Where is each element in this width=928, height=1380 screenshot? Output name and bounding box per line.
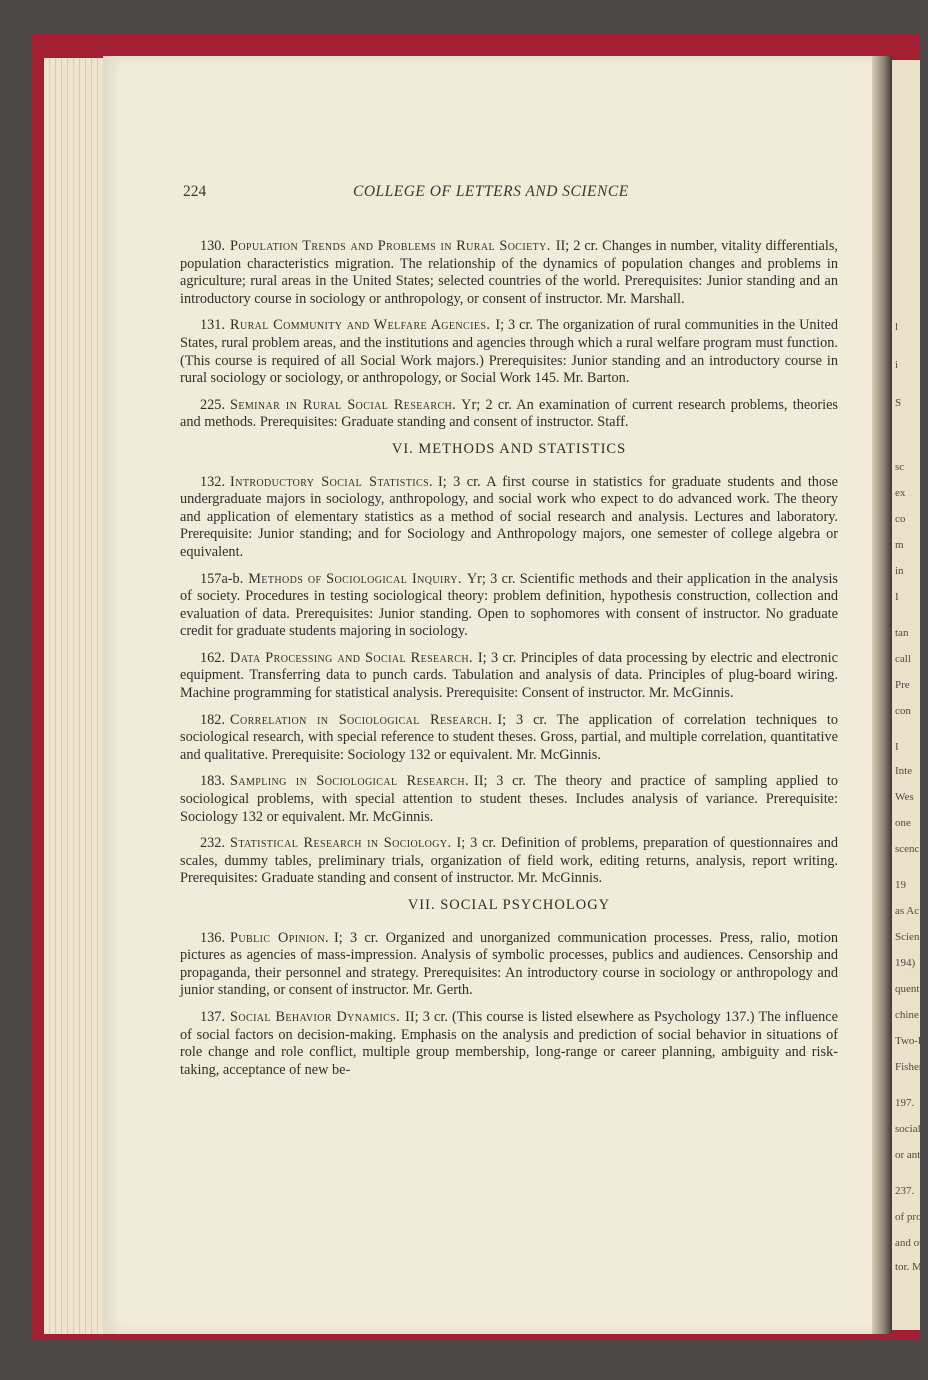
facing-page-fragment: [892, 60, 928, 1330]
facing-page-text: sc: [895, 461, 905, 473]
course-title: Sampling in Sociological Research.: [230, 773, 469, 790]
page-header: [183, 183, 666, 203]
course-description: II; 2 cr. Changes in number, vitality differentials, population characteristics migration. The relationship of the dynamics of population changes and problems in agriculture; rural areas in the United States; selected countries of the world. Prerequisites: Junior standing and an introductory course in sociology or anthropology, or consent of instructor. Mr. Marshall.: [180, 238, 838, 307]
facing-page-text: ex: [895, 487, 906, 499]
course-number: 137.: [200, 1008, 226, 1025]
course-description: Yr; 2 cr. An examination of current research problems, theories and methods. Prerequisites: Graduate standing and consent of instructor. Staff.: [180, 396, 838, 431]
facing-page-text: Wes: [895, 791, 914, 803]
course-description: I; 3 cr. The application of correlation techniques to sociological research, with special reference to student theses. Gross, partial, and multiple correlation, quantitative and qualitative. Prerequisite: Sociology 132 or equivalent. Mr. McGinnis.: [180, 711, 838, 763]
course-number: 182.: [200, 711, 226, 728]
course-description: I; 3 cr. Principles of data processing by electric and electronic equipment. Transferring data to punch cards. Tabulation and analysis of data. Principles of plug-board wiring. Machine programming for statistical analysis. Prerequisite: Consent of instructor. Mr. McGinnis.: [180, 649, 838, 702]
facing-page-text: I: [895, 741, 899, 753]
course-entry: [180, 712, 838, 765]
page-number: 224: [183, 183, 207, 200]
course-title: Population Trends and Problems in Rural Society.: [230, 238, 551, 254]
course-entry: [180, 930, 838, 1000]
facing-page-text: l: [895, 321, 899, 333]
facing-page-text: 19: [895, 879, 906, 891]
course-entry: [180, 835, 838, 888]
facing-page-text: Scien: [895, 931, 920, 943]
facing-page-text: tor. Mr.: [895, 1261, 928, 1273]
facing-page-text: chine: [895, 1009, 919, 1021]
course-description: I; 3 cr. A first course in statistics for graduate students and those undergraduate majors in sociology, anthropology, and social work who expect to do advanced work. The theory and application of elementary statistics as a method of social research and analysis. Lectures and laboratory. Prerequisite: Junior standing; and for Sociology and Anthropology majors, one semester of college algebra or equivalent.: [180, 473, 839, 560]
course-description: II; 3 cr. (This course is listed elsewhere as Psychology 137.) The influence of social factors on decision-making. Emphasis on the analysis and prediction of social behavior in situations of role change and role conflict, multiple group membership, long-range or career planning, ambiguity and risk-taking, acceptance of new be-: [180, 1008, 838, 1078]
course-title: Statistical Research in Sociology.: [230, 835, 452, 852]
facing-page-text: co: [895, 513, 906, 525]
facing-page-text: as Ac: [895, 905, 920, 917]
running-title: COLLEGE OF LETTERS AND SCIENCE: [353, 183, 629, 200]
course-title: Rural Community and Welfare Agencies.: [230, 317, 491, 334]
facing-page-text: and oth: [895, 1237, 928, 1249]
facing-page-text: scenc: [895, 843, 920, 855]
facing-page-text: 237.: [895, 1185, 915, 1197]
course-title: Introductory Social Statistics.: [230, 473, 434, 490]
course-title: Correlation in Sociological Research.: [230, 711, 493, 728]
course-entry: [180, 474, 838, 562]
course-title: Methods of Sociological Inquiry.: [248, 570, 462, 587]
course-description: I; 3 cr. Organized and unorganized communication processes. Press, ralio, motion pictures as agencies of mass-impression. Analysis of symbolic processes, publics and audiences. Censorship and propaganda, their personnel and strategy. Prerequisites: An introductory course in sociology or anthropology and junior standing, or consent of instructor. Mr. Gerth.: [180, 929, 839, 999]
facing-page-text: 197.: [895, 1097, 915, 1109]
facing-page-text: 194): [895, 957, 916, 969]
facing-page-text: con: [895, 705, 911, 717]
course-number: 132.: [200, 473, 226, 490]
course-entry: [180, 571, 838, 641]
course-entry: [180, 650, 838, 703]
facing-page-text: quent: [895, 983, 920, 995]
course-description: I; 3 cr. Definition of problems, preparation of questionnaires and scales, dummy tables, preliminary trials, organization of field work, editing returns, analysis, report writing. Prerequisites: Graduate standing and consent of instructor. Mr. McGinnis.: [180, 835, 838, 887]
book-gutter: [872, 56, 892, 1334]
facing-page-text: m: [895, 539, 904, 551]
section-heading: VII. SOCIAL PSYCHOLOGY: [407, 897, 611, 913]
course-description: I; 3 cr. The organization of rural communities in the United States, rural problem areas, and the institutions and agencies through which a rural welfare program must function. (This course is required of all Social Work majors.) Prerequisites: Junior standing and an introductory course in rural sociology or sociology, or anthropology, or Social Work 145. Mr. Barton.: [180, 317, 838, 387]
course-number: 131.: [200, 317, 226, 334]
course-description: Yr; 3 cr. Scientific methods and their application in the analysis of society. Procedures in testing sociological theory: problem definition, hypothesis construction, collection and evaluation of data. Prerequisites: Junior standing. Open to sophomores with consent of instructor. No graduate credit for graduate students majoring in sociology.: [180, 570, 838, 640]
section-heading: VI. METHODS AND STATISTICS: [391, 440, 627, 457]
facing-page-text: Fisher: [895, 1061, 923, 1073]
course-number: 157a-b.: [200, 570, 244, 587]
facing-page-text: socialp: [895, 1123, 927, 1135]
facing-page-text: tan: [895, 627, 909, 639]
course-number: 162.: [200, 649, 226, 666]
course-number: 183.: [200, 773, 226, 790]
course-number: 130.: [200, 238, 226, 254]
facing-page-text: Pre: [895, 679, 910, 691]
course-entry: [180, 317, 838, 387]
course-title: Public Opinion.: [230, 929, 330, 946]
course-title: Social Behavior Dynamics.: [230, 1008, 401, 1025]
course-entry: [180, 238, 838, 308]
course-number: 225.: [200, 396, 226, 413]
course-entry: [180, 773, 838, 826]
course-number: 232.: [200, 835, 226, 852]
facing-page-text: in: [895, 565, 904, 577]
facing-page-text: Two-l: [895, 1035, 922, 1047]
facing-page-text: Inte: [895, 765, 913, 777]
course-entry: [180, 1009, 838, 1079]
page-edges: [44, 58, 104, 1334]
course-listing: [180, 238, 838, 1088]
course-title: Data Processing and Social Research.: [230, 649, 473, 666]
course-description: II; 3 cr. The theory and practice of sampling applied to sociological problems, with special attention to student theses. Includes analysis of variance. Prerequisite: Sociology 132 or equivalent. Mr. McGinnis.: [180, 773, 838, 825]
course-number: 136.: [200, 929, 226, 946]
facing-page-text: S: [895, 397, 902, 409]
facing-page-text: call: [895, 653, 911, 665]
course-entry: [180, 397, 838, 432]
facing-page-text: or anth: [895, 1149, 926, 1161]
facing-page-text: i: [895, 359, 899, 371]
facing-page-text: one: [895, 817, 911, 829]
facing-page-text: I: [895, 591, 899, 603]
facing-page-text: of prop: [895, 1211, 928, 1223]
course-title: Seminar in Rural Social Research.: [230, 396, 457, 413]
